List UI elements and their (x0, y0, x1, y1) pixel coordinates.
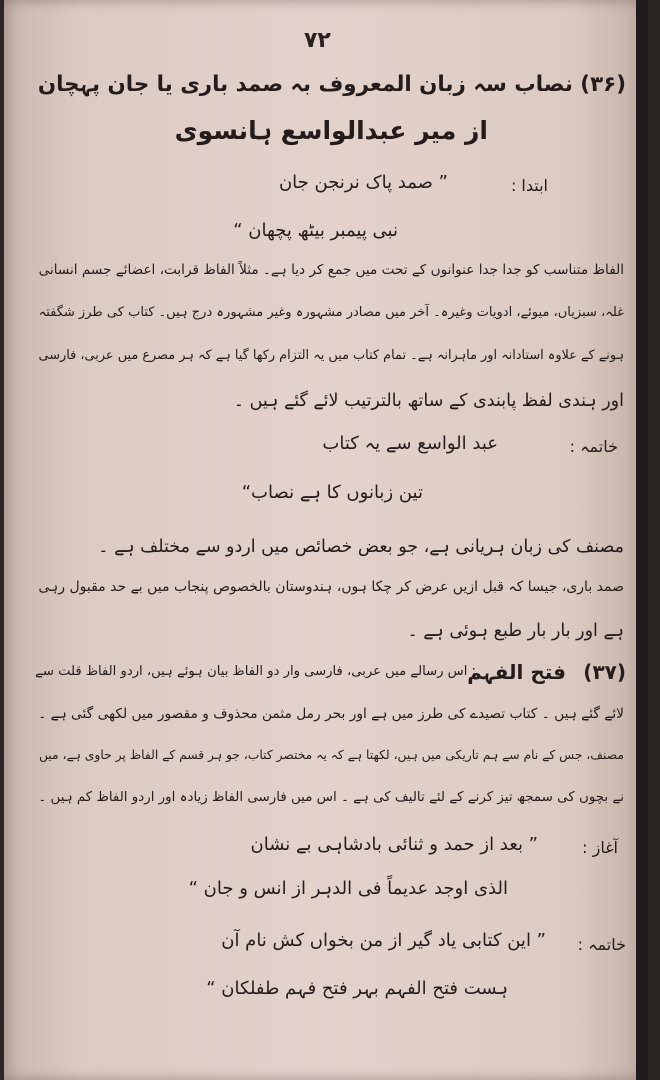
entry-36-end-verse-1: عبد الواسع سے یہ کتاب (322, 433, 498, 454)
entry-37-start-verse-2: الذی اوجد عدیماً فی الدہر از انس و جان “ (188, 878, 508, 899)
entry-37-start-label: آغاز : (582, 838, 618, 857)
entry-36-paragraph-line-4: اور ہندی لفظ پابندی کے ساتھ بالترتیب لائے گئے ہیں ۔ (233, 391, 624, 411)
entry-36-author: از میر عبدالواسع ہانسوی (174, 116, 488, 145)
entry-36-note-1: مصنف کی زبان ہریانی ہے، جو بعض خصائص میں اردو سے مختلف ہے ۔ (98, 537, 624, 557)
entry-37-end-label: خاتمہ : (577, 935, 626, 954)
book-page (4, 0, 648, 1080)
page-number: ۷۲ (304, 28, 331, 53)
entry-37-title: فتح الفہم (467, 660, 566, 684)
entry-37-end-verse-1: ” این کتابی یاد گیر از من بخواں کش نام آن (221, 930, 546, 951)
entry-36-end-verse-2: تین زبانوں کا ہے نصاب“ (241, 482, 423, 503)
entry-36-paragraph-line-2: غلہ، سبزیاں، میوئے، ادویات وغیرہ۔ آخر میں مصادر مشہورہ وغیر مشہورہ درج ہیں۔ کتاب کی طرز شگفتہ (38, 305, 624, 320)
entry-36-paragraph-line-3: ہونے کے علاوہ استادانہ اور ماہرانہ ہے۔ تمام کتاب میں یہ التزام رکھا گیا ہے کہ ہر مصرع میں عربی، فارسی (38, 348, 624, 363)
entry-36-start-label: ابتدا : (510, 176, 548, 195)
entry-36-heading: (۳۶) نصاب سہ زبان المعروف بہ صمد باری یا جان پہچان (37, 72, 626, 97)
entry-37-line-2: لائے گئے ہیں ۔ کتاب تصیدے کی طرز میں ہے اور بحر رمل مثمن محذوف و مقصور میں لکھی گئی ہے ۔ (38, 706, 624, 722)
entry-37-start-verse-1: ” بعد از حمد و ثنائی بادشاہی بے نشان (250, 834, 538, 855)
entry-37-line-4: نے بچوں کی سمجھ تیز کرنے کے لئے تالیف کی ہے ۔ اس میں فارسی الفاظ زیادہ اور اردو الفاظ کم ہیں ۔ (38, 790, 624, 805)
entry-37-line-3: مصنف، جس کے نام سے ہم تاریکی میں ہیں، لکھتا ہے کہ یہ مختصر کتاب، جو ہر قسم کے الفاظ پر حاوی ہے، میں (38, 748, 624, 762)
entry-36-note-3: ہے اور بار بار طبع ہوئی ہے ۔ (407, 621, 624, 641)
entry-37-line-1: : اس رسالے میں عربی، فارسی وار دو الفاظ بیان ہوئے ہیں، اردو الفاظ قلت سے (35, 664, 476, 679)
entry-36-paragraph-line-1: الفاظ متناسب کو جدا جدا عنوانوں کے تحت میں جمع کر دیا ہے۔ مثلاً الفاظ قرابت، اعضائے جسم انسانی (38, 262, 624, 278)
entry-36-end-label: خاتمہ : (569, 437, 618, 456)
entry-36-start-verse-2: نبی پیمبر بیٹھ پچھان “ (233, 220, 398, 241)
entry-36-note-2: صمد باری، جیسا کہ قبل ازیں عرض کر چکا ہوں، ہندوستان بالخصوص پنجاب میں بے حد مقبول رہی (38, 579, 624, 595)
entry-37-number: (۳۷) (583, 660, 626, 684)
entry-37-end-verse-2: ہست فتح الفہم بہر فتح فہم طفلکان “ (206, 978, 508, 999)
page-edge (636, 0, 648, 1080)
entry-36-start-verse-1: ” صمد پاک نرنجن جان (278, 172, 448, 193)
